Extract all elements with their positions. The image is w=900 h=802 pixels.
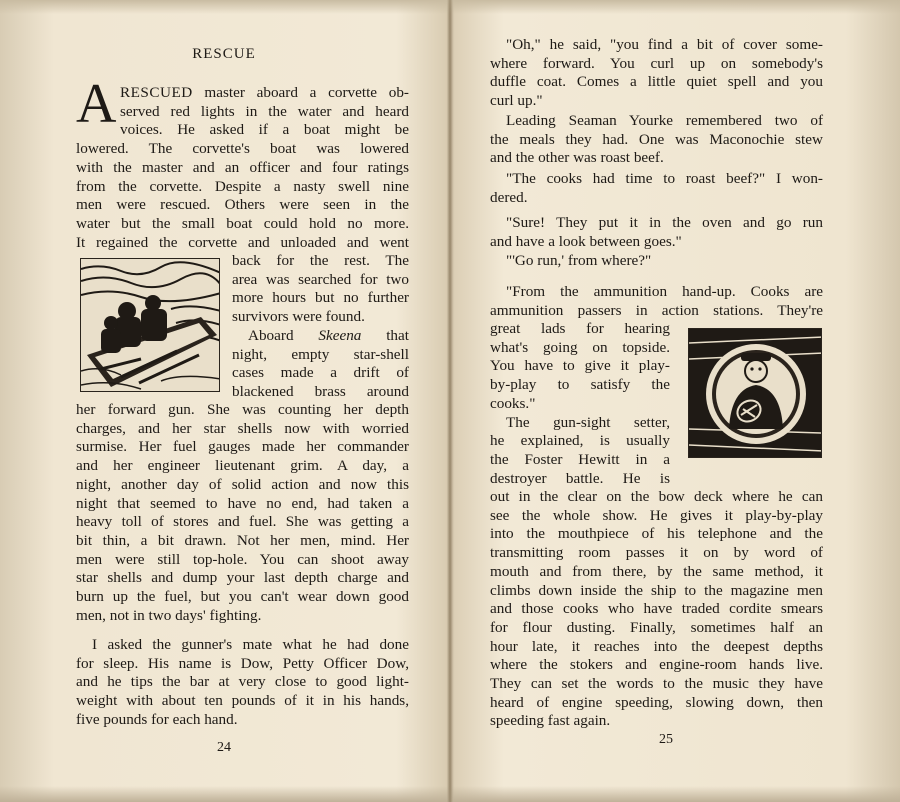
text-line: You have to give it play-: [490, 357, 670, 375]
text-line: destroyer battle. He is: [490, 469, 670, 487]
text-line: for flour dusting. Finally, sometimes half an: [490, 618, 823, 636]
paragraph-ammunition-narrow: [490, 320, 670, 488]
paragraph-ammunition: [490, 283, 823, 320]
paragraph-gun-sight-setter: [490, 488, 823, 731]
text-line: "'Go run,' from where?": [506, 252, 652, 269]
text-line: hour late, it reaches into the deepest depths: [490, 637, 823, 655]
text-line: Leading Seaman Yourke remembered two of: [506, 112, 823, 129]
text-line: where forward. You curl up on somebody's: [490, 54, 823, 72]
text-line: night that seemed to have no end, had taken a: [76, 494, 409, 512]
text-line: climbs down inside the ship to the magazine men: [490, 581, 823, 599]
text-line: charges, and her star shells now with worried: [76, 419, 409, 437]
text-line: [76, 84, 409, 103]
text-line: night, empty star-shell: [232, 345, 409, 363]
text-line: weight with about ten pounds of it in his hands,: [76, 692, 409, 710]
text-line: survivors were found.: [232, 308, 365, 326]
paragraph-rescue: [76, 84, 409, 252]
running-head: RESCUE: [192, 46, 256, 62]
text-line: mouth and from there, by the same method, it: [490, 562, 823, 580]
text-line: "Sure! They put it in the oven and go run: [506, 214, 823, 231]
text-line: voices. He asked if a boat might be: [120, 121, 409, 139]
porthole-sailor-woodcut: [688, 328, 822, 458]
text-line: speeding fast again.: [490, 712, 611, 730]
text-line: the meals they had. One was Maconochie stew: [490, 130, 823, 148]
text-line: surmise. Her fuel gauges made her commander: [76, 438, 409, 456]
paragraph-oh-he-said: [490, 36, 823, 111]
text-line: he explained, is usually: [490, 432, 670, 450]
text-line: with the master and an officer and four ratings: [76, 158, 409, 176]
text-line: more hours but no further: [232, 289, 409, 307]
text-run: Aboard: [248, 326, 319, 344]
text-line: by-play to satisfy the: [490, 376, 670, 394]
right-page: [452, 0, 900, 802]
text-line: served red lights in the water and heard: [120, 102, 409, 120]
text-line: into the mouthpiece of his telephone and the: [490, 525, 823, 543]
text-line: The gun-sight setter,: [506, 413, 670, 431]
text-line: five pounds for each hand.: [76, 710, 238, 728]
text-line: and have a look between goes.": [490, 232, 682, 250]
text-line: ammunition passers in action stations. They're: [490, 301, 823, 319]
text-line: lowered. The corvette's boat was lowered: [76, 140, 409, 158]
text-line: back for the rest. The: [232, 252, 409, 269]
text-line: night, another day of solid action and now this: [76, 475, 409, 493]
text-line: out in the clear on the bow deck where he can: [490, 488, 823, 505]
text-line: It regained the corvette and unloaded and went: [76, 233, 409, 251]
paragraph-go-run: [490, 252, 823, 271]
ship-name: Skeena: [318, 326, 362, 344]
paragraph-roast-beef: [490, 170, 823, 207]
text-line: area was searched for two: [232, 270, 409, 288]
text-line: curl up.": [490, 92, 543, 110]
text-line: dered.: [490, 188, 528, 206]
text-line: duffle coat. Comes a little quiet spell and you: [490, 73, 823, 91]
paragraph-rescue-cont: [232, 252, 409, 402]
text-line: men were still top-hole. You can shoot away: [76, 550, 409, 568]
paragraph-skeena: [76, 401, 409, 625]
page-number: 25: [659, 732, 673, 747]
text-line: what's going on topside.: [490, 338, 670, 356]
text-line: where the stokers and engine-room hands live.: [490, 656, 823, 674]
text-line: burn up the fuel, but you can't wear down good: [76, 588, 409, 606]
porthole-sailor-woodcut-art: [689, 329, 822, 458]
text-line: great lads for hearing: [490, 320, 670, 337]
text-line: and the other was roast beef.: [490, 149, 664, 167]
paragraph-gunners-mate: [76, 636, 409, 730]
text-line: from the corvette. Despite a nasty swell nine: [76, 177, 409, 195]
text-line: cooks.": [490, 394, 536, 412]
paragraph-sure: [490, 214, 823, 251]
text-line: her forward gun. She was counting her depth: [76, 401, 409, 418]
lifeboat-rescue-woodcut: [80, 258, 220, 392]
drop-cap: A: [76, 73, 117, 135]
text-line: blackened brass around: [232, 382, 409, 400]
smallcaps-word: RESCUED: [120, 84, 193, 101]
text-line: and her engineer lieutenant grim. A day, a: [76, 457, 409, 475]
text-line: cases made a drift of: [232, 364, 409, 382]
text-run: master aboard a corvette ob-: [192, 84, 409, 101]
text-line: bit thin, a bit drawn. Not her men, mind. Her: [76, 531, 409, 549]
paragraph-yourke: [490, 112, 823, 168]
text-line: men were rescued. Others were seen in the: [76, 196, 409, 214]
text-line: "The cooks had time to roast beef?" I won-: [506, 170, 823, 187]
text-run: that: [361, 326, 409, 344]
text-line: They can set the words to the music they have: [490, 675, 823, 693]
text-line: I asked the gunner's mate what he had done: [92, 636, 409, 653]
text-line: "Oh," he said, "you find a bit of cover some-: [506, 36, 823, 53]
text-line: the Foster Hewitt in a: [490, 450, 670, 468]
text-line: heavy toll of stores and fuel. She was getting a: [76, 513, 409, 531]
page-number: 24: [217, 740, 231, 755]
text-line: see the whole show. He gives it play-by-play: [490, 506, 823, 524]
text-line: and he tips the bar at very close to good light-: [76, 673, 409, 691]
text-line: and those cooks who have traded cordite smears: [490, 600, 823, 618]
left-page: [0, 0, 448, 802]
text-line: for sleep. His name is Dow, Petty Officer Dow,: [76, 654, 409, 672]
text-line: heard of engine speeding, slowing down, then: [490, 693, 823, 711]
text-line: [232, 327, 409, 346]
text-line: transmitting room passes it on by word of: [490, 544, 823, 562]
text-line: men, not in two days' fighting.: [76, 606, 262, 624]
text-line: water but the small boat could hold no more.: [76, 214, 409, 232]
text-line: "From the ammunition hand-up. Cooks are: [506, 283, 823, 300]
text-line: star shells and dump your last depth charge and: [76, 569, 409, 587]
lifeboat-rescue-woodcut-art: [81, 259, 220, 392]
